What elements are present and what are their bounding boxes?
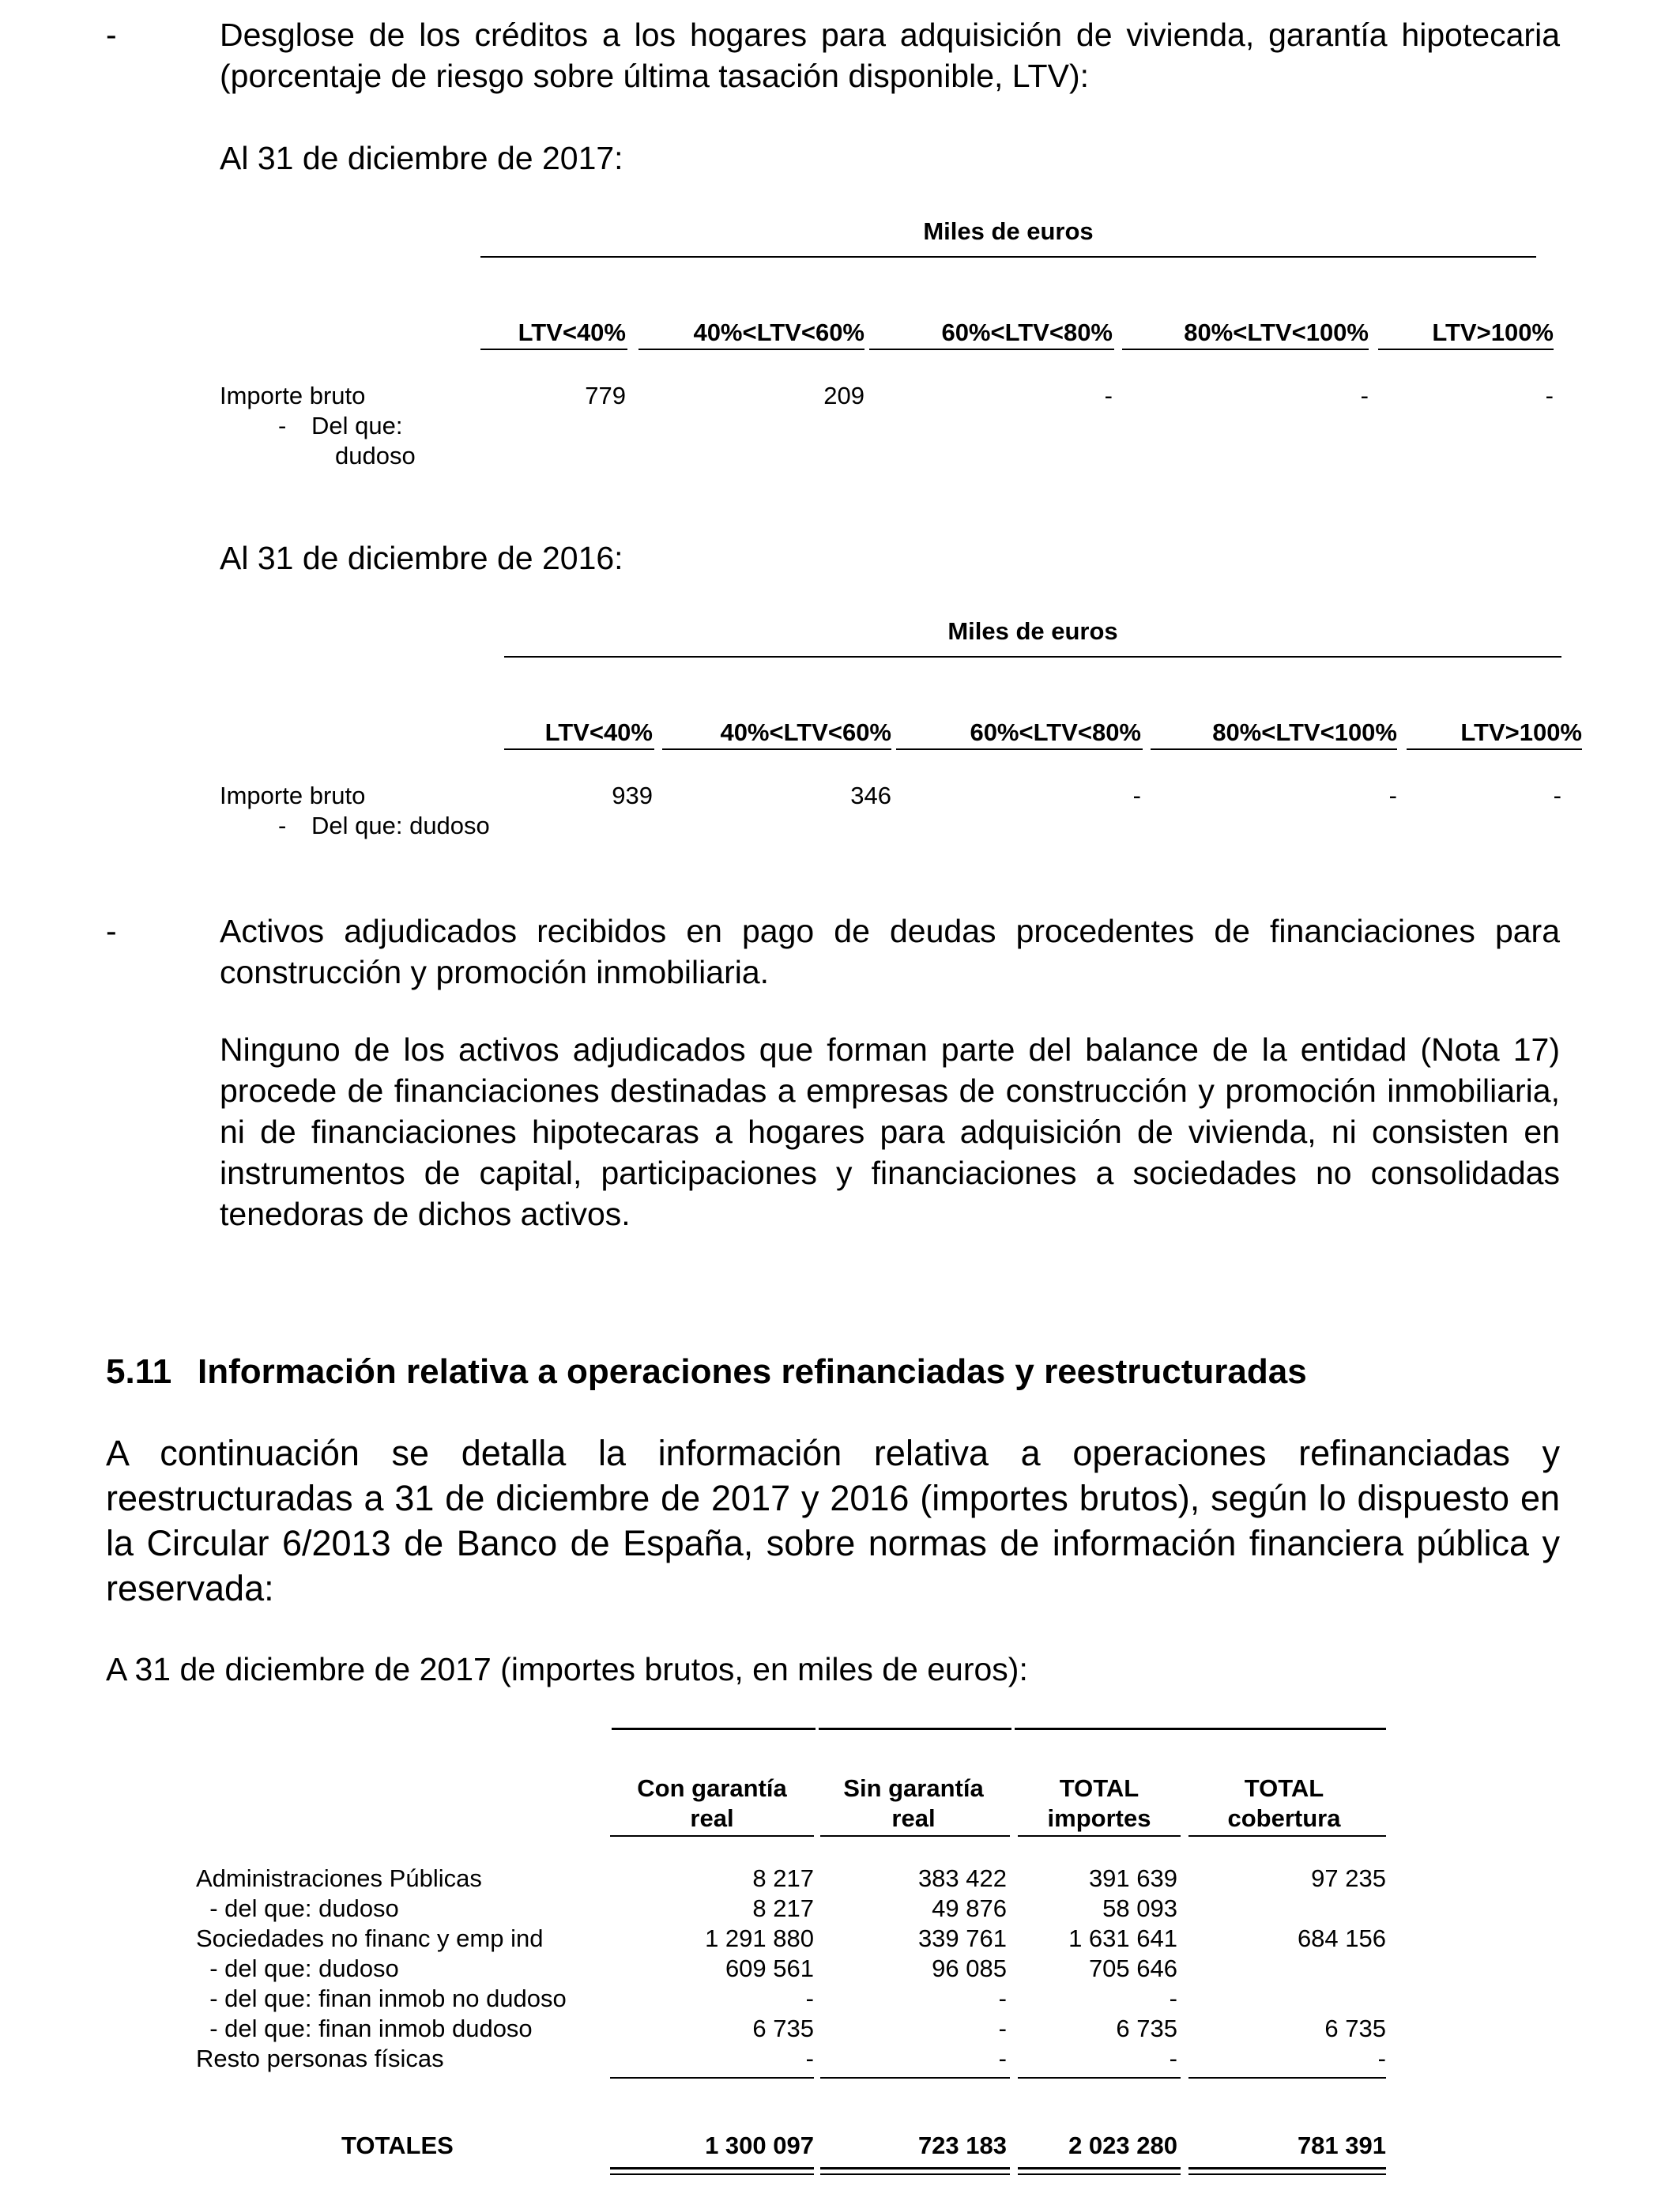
bullet-dash: - — [106, 913, 117, 949]
refinanced-header — [817, 1774, 1010, 1834]
bullet-dash: - — [106, 17, 117, 53]
table-2016-cell: - — [1132, 782, 1141, 809]
table-cell: 6 735 — [752, 2015, 814, 2042]
table-row-label: - del que: dudoso — [196, 1894, 399, 1922]
table-2017-unit-rule — [480, 256, 1536, 258]
table-2016-header: LTV>100% — [1460, 718, 1582, 746]
table-row-label: - del que: dudoso — [196, 1955, 399, 1982]
refinanced-header — [1016, 1774, 1182, 1834]
refinanced-header-line: TOTAL — [1244, 1774, 1324, 1802]
totals-cell: 2 023 280 — [1068, 2132, 1177, 2159]
table-2017-header-rule — [638, 349, 864, 350]
refinanced-header-line: real — [891, 1804, 936, 1832]
table-cell: 391 639 — [1088, 1864, 1177, 1892]
table-2016-header-rule — [1151, 748, 1397, 750]
table-2017-cell: - — [1104, 382, 1113, 409]
table-2016-header-rule — [504, 748, 654, 750]
totals-cell: 781 391 — [1297, 2132, 1386, 2159]
table-2016-header: LTV<40% — [544, 718, 653, 746]
table-row-label: Administraciones Públicas — [196, 1864, 482, 1892]
table-row-label: - del que: finan inmob no dudoso — [196, 1985, 567, 2012]
table-2017-cell: - — [1360, 382, 1369, 409]
table-cell: 96 085 — [932, 1955, 1007, 1982]
table-2017-header: 40%<LTV<60% — [693, 319, 864, 346]
table-cell: 8 217 — [752, 1894, 814, 1922]
refinanced-header-line: TOTAL — [1059, 1774, 1139, 1802]
refinanced-header-line: importes — [1047, 1804, 1151, 1832]
table-cell: - — [998, 1985, 1007, 2012]
table-cell: - — [1377, 2045, 1386, 2072]
table-cell: - — [1169, 2045, 1177, 2072]
refinanced-body-rule — [610, 2077, 814, 2079]
table-2016-header-rule — [662, 748, 891, 750]
table-top-rule — [819, 1728, 1011, 1730]
table-2017-sub-label: dudoso — [335, 442, 416, 469]
table-row-label: - del que: finan inmob dudoso — [196, 2015, 533, 2042]
refinanced-header — [1192, 1774, 1377, 1834]
refinanced-header-rule — [1188, 1835, 1386, 1837]
table-top-rule — [1015, 1728, 1386, 1730]
totals-rule — [1018, 2173, 1181, 2175]
table-2016-cell: 939 — [612, 782, 653, 809]
totals-cell: 1 300 097 — [705, 2132, 814, 2159]
table-2016-header: 40%<LTV<60% — [720, 718, 891, 746]
refinanced-header-rule — [610, 1835, 814, 1837]
refinanced-header — [610, 1774, 814, 1834]
ltv-intro-paragraph: Desglose de los créditos a los hogares para adquisición de vivienda, garantía hipotecaria (porcentaje de riesgo sobre última tasación disponible, LTV): — [220, 17, 1560, 94]
table-cell: 1 631 641 — [1068, 1924, 1177, 1952]
refinanced-header-line: Con garantía — [637, 1774, 787, 1802]
section-heading: Información relativa a operaciones refinanciadas y reestructuradas — [198, 1352, 1307, 1391]
table-row-label: Sociedades no financ y emp ind — [196, 1924, 544, 1952]
table-2017-unit: Miles de euros — [923, 217, 1094, 245]
table-cell: 1 291 880 — [705, 1924, 814, 1952]
totals-rule — [1188, 2173, 1386, 2175]
refinanced-body-rule — [820, 2077, 1010, 2079]
refinanced-body-rule — [1188, 2077, 1386, 2079]
table-2016-sub-label: Del que: dudoso — [311, 812, 490, 839]
table-cell: - — [998, 2045, 1007, 2072]
table-cell: 609 561 — [725, 1955, 814, 1982]
table-2016-header-rule — [896, 748, 1143, 750]
refinanced-body-rule — [1018, 2077, 1181, 2079]
totals-rule — [820, 2167, 1010, 2169]
table-cell: 705 646 — [1088, 1955, 1177, 1982]
table-cell: - — [998, 2015, 1007, 2042]
table-2017-sub-label: Del que: — [311, 412, 403, 439]
totals-rule — [610, 2173, 814, 2175]
table-2017-header: 80%<LTV<100% — [1184, 319, 1369, 346]
table-2016-header: 60%<LTV<80% — [970, 718, 1141, 746]
table-2016-unit-rule — [504, 656, 1561, 658]
table-row-label: Resto personas físicas — [196, 2045, 444, 2072]
table-cell: 6 735 — [1324, 2015, 1386, 2042]
table-2017-sub-dash: - — [278, 412, 287, 439]
table-2017-row-label: Importe bruto — [220, 382, 366, 409]
table-cell: 97 235 — [1311, 1864, 1386, 1892]
table-cell: 339 761 — [917, 1924, 1007, 1952]
table-cell: 49 876 — [932, 1894, 1007, 1922]
table-2017-header-rule — [869, 349, 1114, 350]
refinanced-header-rule — [820, 1835, 1010, 1837]
table-2017-cell: - — [1545, 382, 1554, 409]
table-2016-row-label: Importe bruto — [220, 782, 366, 809]
table-2016-cell: - — [1553, 782, 1561, 809]
adjudicados-body-paragraph: Ninguno de los activos adjudicados que forman parte del balance de la entidad (Nota 17) procede de financiaciones destinadas a empresas de construcción y promoción inmobiliaria, ni de financiaciones hipotecaras a hogares para adquisición de vivienda, ni consisten en instrumentos de capital, participaciones y financiaciones a sociedades no consolidadas tenedoras de dichos activos. — [220, 1031, 1560, 1232]
table-2017-header-rule — [480, 349, 627, 350]
refinanced-table-title: A 31 de diciembre de 2017 (importes brutos, en miles de euros): — [106, 1651, 1028, 1687]
table-2017-cell: 209 — [823, 382, 864, 409]
table-2017-header: 60%<LTV<80% — [941, 319, 1113, 346]
table-2016-header-rule — [1407, 748, 1582, 750]
table-2016-header: 80%<LTV<100% — [1212, 718, 1397, 746]
table-cell: 6 735 — [1116, 2015, 1177, 2042]
refinanced-header-line: cobertura — [1227, 1804, 1341, 1832]
refinanced-header-rule — [1018, 1835, 1181, 1837]
section-number: 5.11 — [106, 1352, 172, 1391]
table-2017-header-rule — [1122, 349, 1369, 350]
table-2016-cell: 346 — [850, 782, 891, 809]
table-2016-sub-dash: - — [278, 812, 287, 839]
table-cell: 58 093 — [1102, 1894, 1177, 1922]
totals-rule — [1018, 2167, 1181, 2169]
table-cell: - — [805, 1985, 814, 2012]
table-2017-title: Al 31 de diciembre de 2017: — [220, 140, 623, 176]
table-2017-header: LTV<40% — [518, 319, 626, 346]
totals-label: TOTALES — [341, 2132, 454, 2159]
adjudicados-intro-paragraph: Activos adjudicados recibidos en pago de deudas procedentes de financiaciones para construcción y promoción inmobiliaria. — [220, 913, 1560, 990]
table-2016-title: Al 31 de diciembre de 2016: — [220, 540, 623, 576]
table-2016-unit: Miles de euros — [947, 617, 1118, 645]
table-top-rule — [612, 1728, 816, 1730]
totals-rule — [610, 2167, 814, 2169]
table-cell: 8 217 — [752, 1864, 814, 1892]
table-2017-header: LTV>100% — [1432, 319, 1554, 346]
table-cell: - — [805, 2045, 814, 2072]
totals-rule — [820, 2173, 1010, 2175]
refinanced-header-line: Sin garantía — [843, 1774, 984, 1802]
refinanced-header-line: real — [690, 1804, 734, 1832]
table-cell: - — [1169, 1985, 1177, 2012]
table-cell: 684 156 — [1297, 1924, 1386, 1952]
totals-rule — [1188, 2167, 1386, 2169]
table-2016-cell: - — [1388, 782, 1397, 809]
table-cell: 383 422 — [917, 1864, 1007, 1892]
totals-cell: 723 183 — [917, 2132, 1007, 2159]
table-2017-cell: 779 — [585, 382, 626, 409]
table-2017-header-rule — [1378, 349, 1554, 350]
section-body-paragraph: A continuación se detalla la información relativa a operaciones refinanciadas y reestructuradas a 31 de diciembre de 2017 y 2016 (importes brutos), según lo dispuesto en la Circular 6/2013 de Banco de España, sobre normas de información financiera pública y reservada: — [106, 1433, 1560, 1608]
